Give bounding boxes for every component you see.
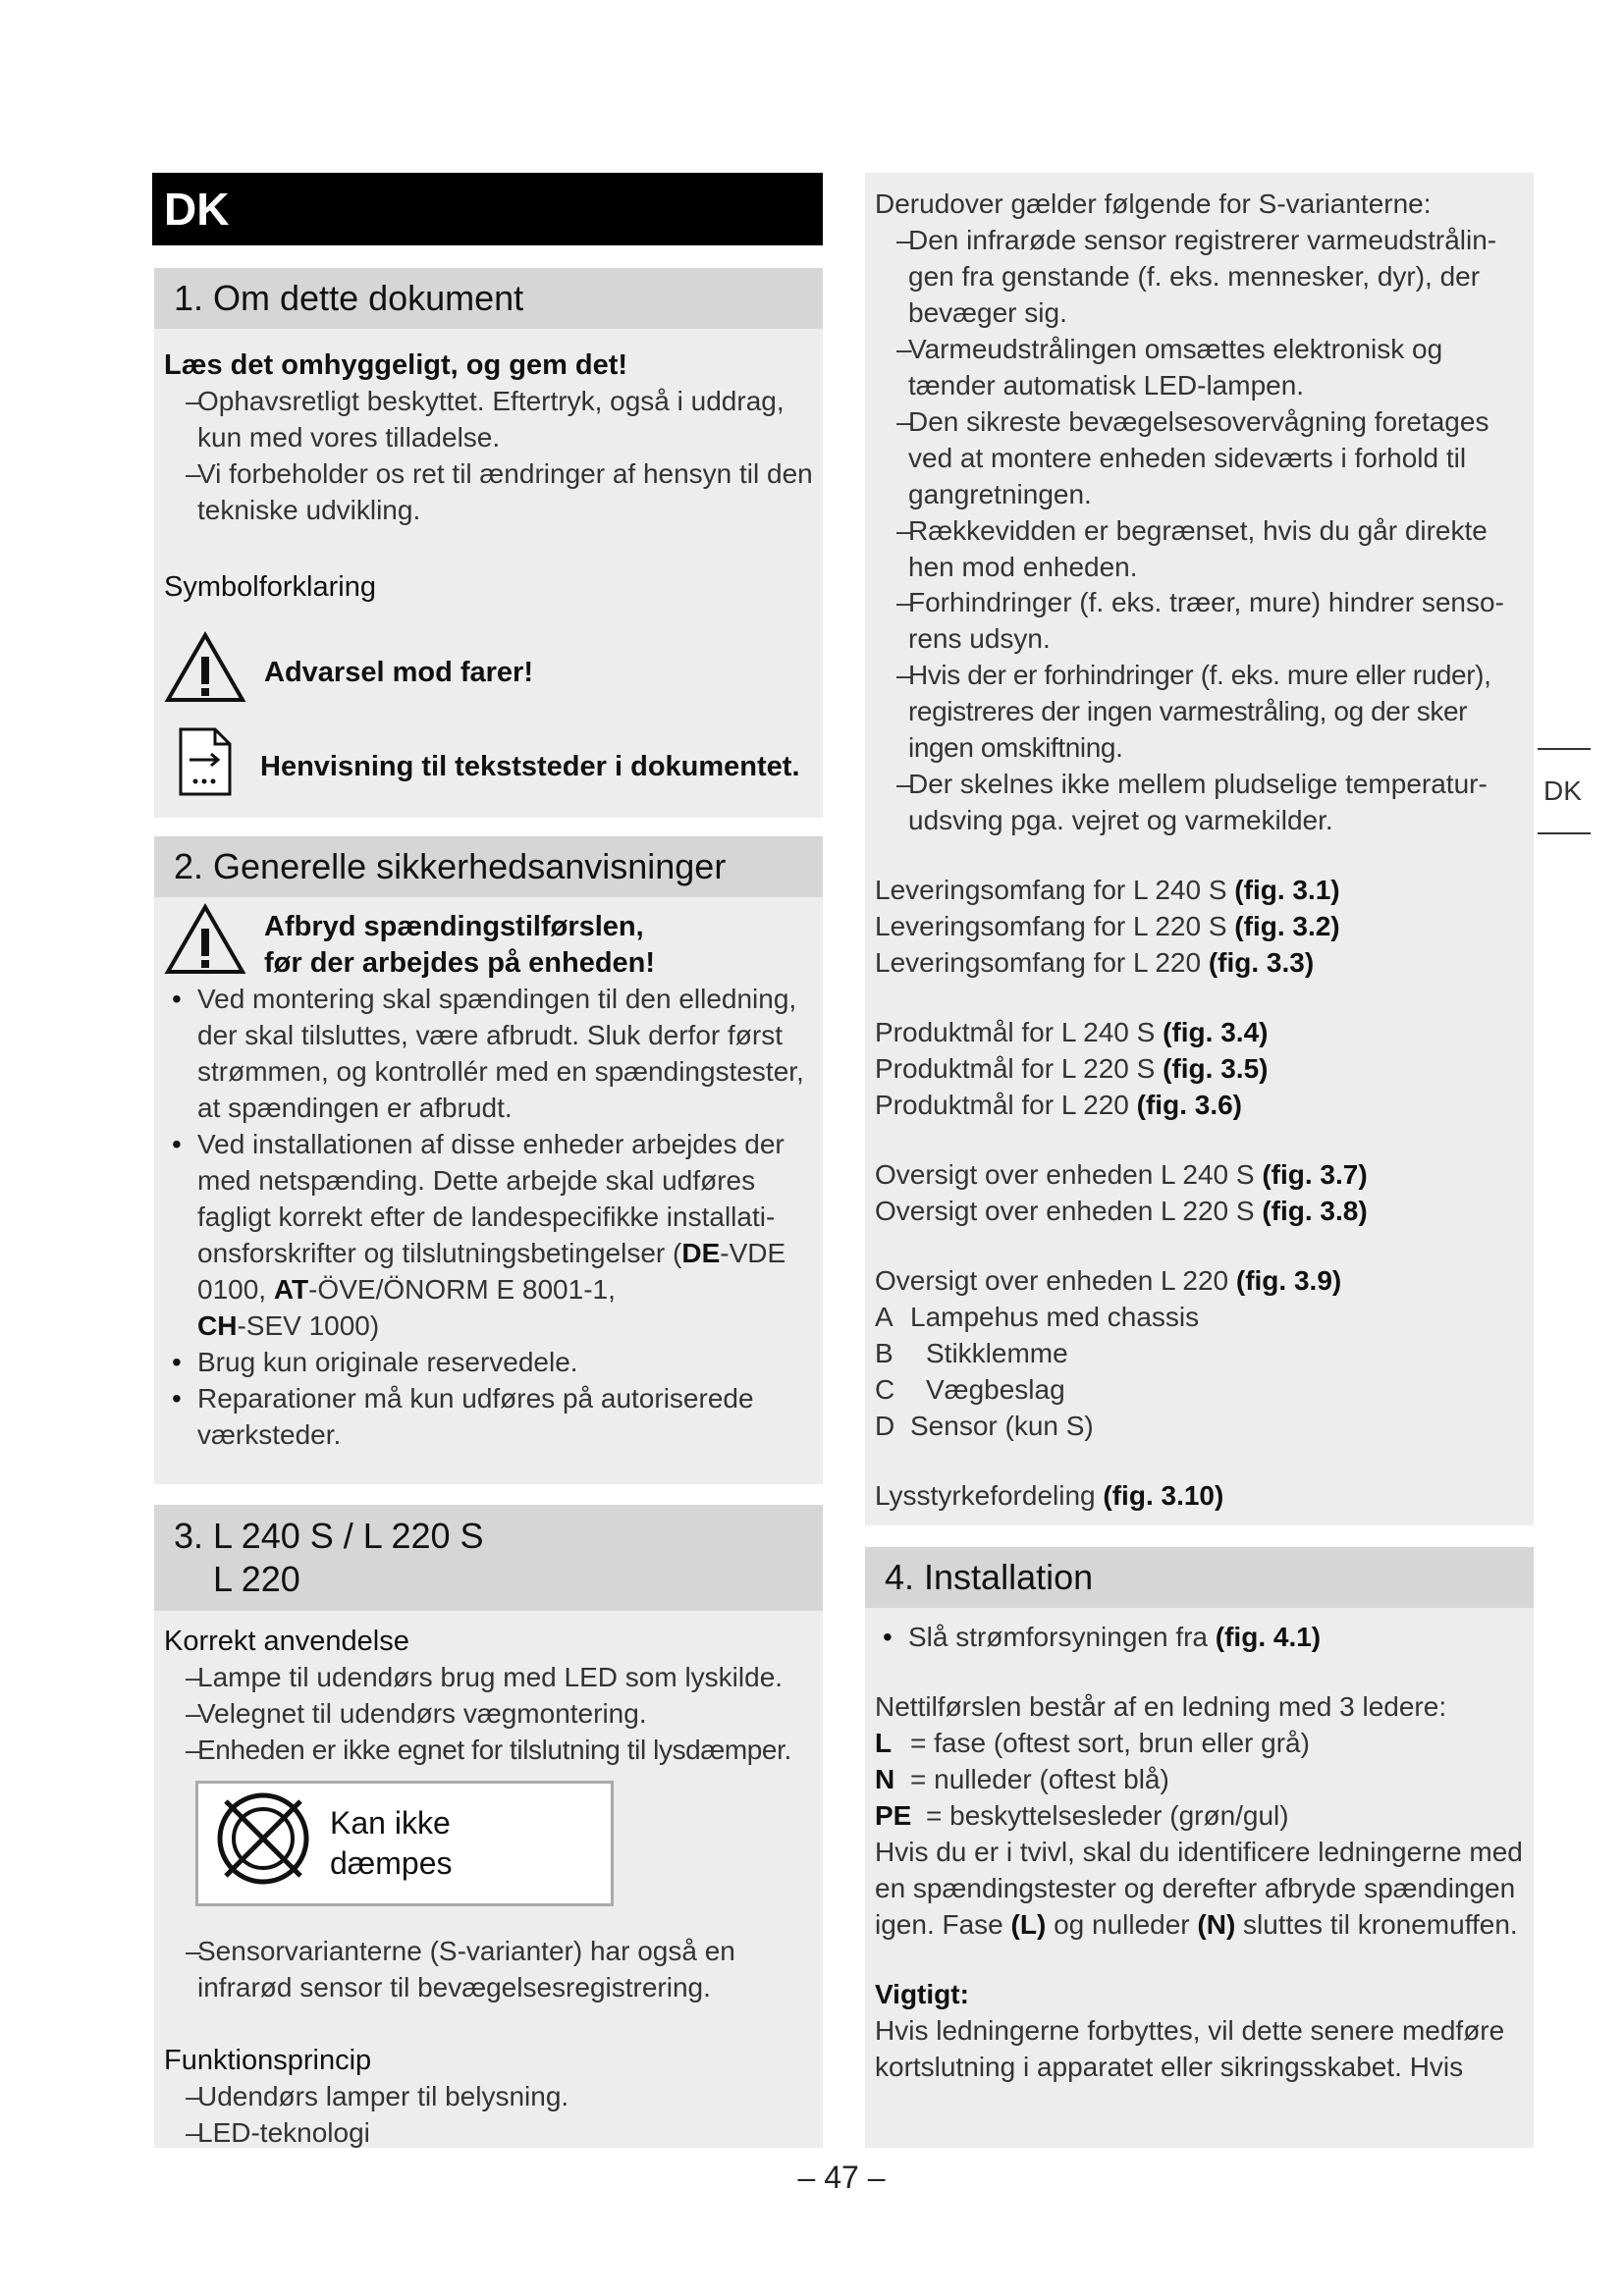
section-1-title: 1. Om dette dokument xyxy=(154,268,823,329)
overview-line: Oversigt over enheden L 220 (fig. 3.9) xyxy=(875,1264,1342,1296)
important-text: Hvis ledningerne forbyttes, vil dette senere medføre kortslutning i apparatet eller sikringsskabet. Hvis xyxy=(875,2014,1505,2082)
dimension-line: Produktmål for L 220 S (fig. 3.5) xyxy=(875,1052,1269,1084)
list-item: • Ved montering skal spændingen til den elledning, der skal tilsluttes, være afbrudt. Sluk derfor først strømmen, og kontrollér med en spændingstester, at spændingen er afbrudt. xyxy=(164,982,813,1127)
warning-line-1: Afbryd spændingstilførslen, xyxy=(264,911,644,942)
delivery-line: Leveringsomfang for L 240 S (fig. 3.1) xyxy=(875,875,1340,906)
function-heading: Funktionsprincip xyxy=(164,2044,372,2076)
safety-list xyxy=(164,982,813,1453)
warning-label: Advarsel mod farer! xyxy=(264,657,533,689)
list-item: – Rækkevidden er begrænset, hvis du går direkte hen mod enheden. xyxy=(875,513,1524,586)
conductor-line: N = nulleder (oftest blå) xyxy=(875,1763,1169,1794)
list-item: – Den infrarøde sensor registrerer varmeudstrålingen fra genstande (f. eks. mennesker, dyr), der bevæger sig. xyxy=(875,223,1524,332)
page-number: – 47 – xyxy=(797,2160,886,2195)
sensor-note-list xyxy=(164,1934,813,2006)
use-list xyxy=(164,1660,813,1769)
list-item: • Brug kun originale reservedele. xyxy=(164,1345,813,1381)
disconnect-warning xyxy=(164,903,813,986)
use-heading: Korrekt anvendelse xyxy=(164,1625,409,1657)
delivery-line: Leveringsomfang for L 220 (fig. 3.3) xyxy=(875,947,1315,979)
side-tab-label: DK xyxy=(1543,775,1582,806)
part-line: B Stikklemme xyxy=(875,1337,1068,1368)
section-4-title: 4. Installation xyxy=(865,1547,1534,1608)
no-dimmer-icon xyxy=(212,1788,314,1899)
list-item: – Den sikreste bevægelsesovervågning foretages ved at montere enheden sideværts i forhold til gangretningen. xyxy=(875,404,1524,513)
read-heading: Læs det omhyggeligt, og gem det! xyxy=(164,349,628,381)
section-3-title-line-2: L 220 xyxy=(213,1558,300,1599)
part-line: A Lampehus med chassis xyxy=(875,1301,1200,1332)
mains-intro: Nettilførslen består af en ledning med 3 ledere: xyxy=(875,1690,1447,1722)
language-header-bar xyxy=(152,173,823,245)
s-variant-intro: Derudover gælder følgende for S-varianterne: xyxy=(875,188,1432,219)
list-item: – Hvis der er forhindringer (f. eks. mure eller ruder), registreres der ingen varmestråling, og der sker ingen omskiftning. xyxy=(875,658,1524,767)
reference-document-icon xyxy=(178,726,233,807)
section-1-panel xyxy=(154,268,823,818)
important-heading: Vigtigt: xyxy=(875,1978,969,2009)
section-3-title-line-1: 3. L 240 S / L 220 S xyxy=(174,1516,484,1556)
delivery-line: Leveringsomfang for L 220 S (fig. 3.2) xyxy=(875,911,1340,942)
part-line: C Vægbeslag xyxy=(875,1373,1065,1405)
overview-line: Oversigt over enheden L 240 S (fig. 3.7) xyxy=(875,1158,1368,1190)
list-item: – Sensorvarianterne (S-varianter) har også en infrarød sensor til bevægelsesregistrering. xyxy=(164,1934,813,2006)
warning-legend xyxy=(164,631,813,714)
list-item: – Forhindringer (f. eks. træer, mure) hindrer sensorens udsyn. xyxy=(875,585,1524,658)
conductor-line: L = fase (oftest sort, brun eller grå) xyxy=(875,1727,1310,1758)
warning-triangle-icon xyxy=(164,631,246,714)
list-item: – Der skelnes ikke mellem pludselige temperaturudsving pga. vejret og varmekilder. xyxy=(875,767,1524,839)
list-item: – Velegnet til udendørs vægmontering. xyxy=(164,1696,813,1733)
section-2-title: 2. Generelle sikkerhedsanvisninger xyxy=(154,836,823,897)
symbol-heading: Symbolforklaring xyxy=(164,571,376,604)
reference-legend xyxy=(164,726,813,807)
part-line: D Sensor (kun S) xyxy=(875,1410,1094,1441)
doubt-paragraph: Hvis du er i tvivl, skal du identificere ledningerne med en spændingstester og derefter afbryde spændingen igen. Fase (L) og nulleder (N) sluttes til kronemuffen. xyxy=(875,1836,1523,1940)
conductor-line: PE = beskyttelsesleder (grøn/gul) xyxy=(875,1799,1289,1831)
section-3-panel xyxy=(154,1505,823,2148)
no-dimming-line-1: Kan ikke xyxy=(330,1804,451,1841)
overview-line: Oversigt over enheden L 220 S (fig. 3.8) xyxy=(875,1195,1368,1226)
reference-label: Henvisning til tekststeder i dokumentet. xyxy=(260,750,800,782)
function-list xyxy=(164,2079,813,2152)
list-item: • Reparationer må kun udføres på autoriserede værksteder. xyxy=(164,1381,813,1454)
list-item: – Udendørs lamper til belysning. xyxy=(164,2079,813,2115)
list-item: – Varmeudstrålingen omsættes elektronisk og tænder automatisk LED-lampen. xyxy=(875,332,1524,404)
list-item: – Vi forbeholder os ret til ændringer af hensyn til den tekniske udvikling. xyxy=(164,456,813,529)
right-info-panel xyxy=(865,173,1534,1525)
list-item: • Slå strømforsyningen fra (fig. 4.1) xyxy=(875,1620,1524,1656)
list-item: – Enheden er ikke egnet for tilslutning til lysdæmper. xyxy=(164,1733,813,1769)
light-distribution-line: Lysstyrkefordeling (fig. 3.10) xyxy=(875,1479,1224,1511)
section-2-panel xyxy=(154,836,823,1484)
side-tab xyxy=(1538,748,1591,834)
list-item: – Ophavsretligt beskyttet. Eftertryk, også i uddrag, kun med vores tilladelse. xyxy=(164,384,813,456)
section-4-panel xyxy=(865,1547,1534,2148)
read-list xyxy=(164,384,813,529)
install-list xyxy=(875,1620,1524,1656)
s-variant-list xyxy=(875,223,1524,839)
list-item: – Lampe til udendørs brug med LED som lyskilde. xyxy=(164,1660,813,1696)
dimension-line: Produktmål for L 220 (fig. 3.6) xyxy=(875,1089,1242,1120)
no-dimming-box xyxy=(195,1781,614,1906)
list-item: – LED-teknologi xyxy=(164,2115,813,2152)
warning-triangle-icon xyxy=(164,903,246,986)
language-code: DK xyxy=(164,184,230,235)
warning-line-2: før der arbejdes på enheden! xyxy=(264,947,656,980)
section-3-title xyxy=(154,1505,823,1611)
list-item: • Ved installationen af disse enheder arbejdes der med netspænding. Dette arbejde skal udføres fagligt korrekt efter de landespecifikke installationsforskrifter og tilslutningsbetingelser (DE-VDE 0100, AT-ÖVE/ÖNORM E 8001-1, CH-SEV 1000) xyxy=(164,1127,813,1345)
dimension-line: Produktmål for L 240 S (fig. 3.4) xyxy=(875,1017,1269,1048)
no-dimming-line-2: dæmpes xyxy=(330,1844,453,1881)
